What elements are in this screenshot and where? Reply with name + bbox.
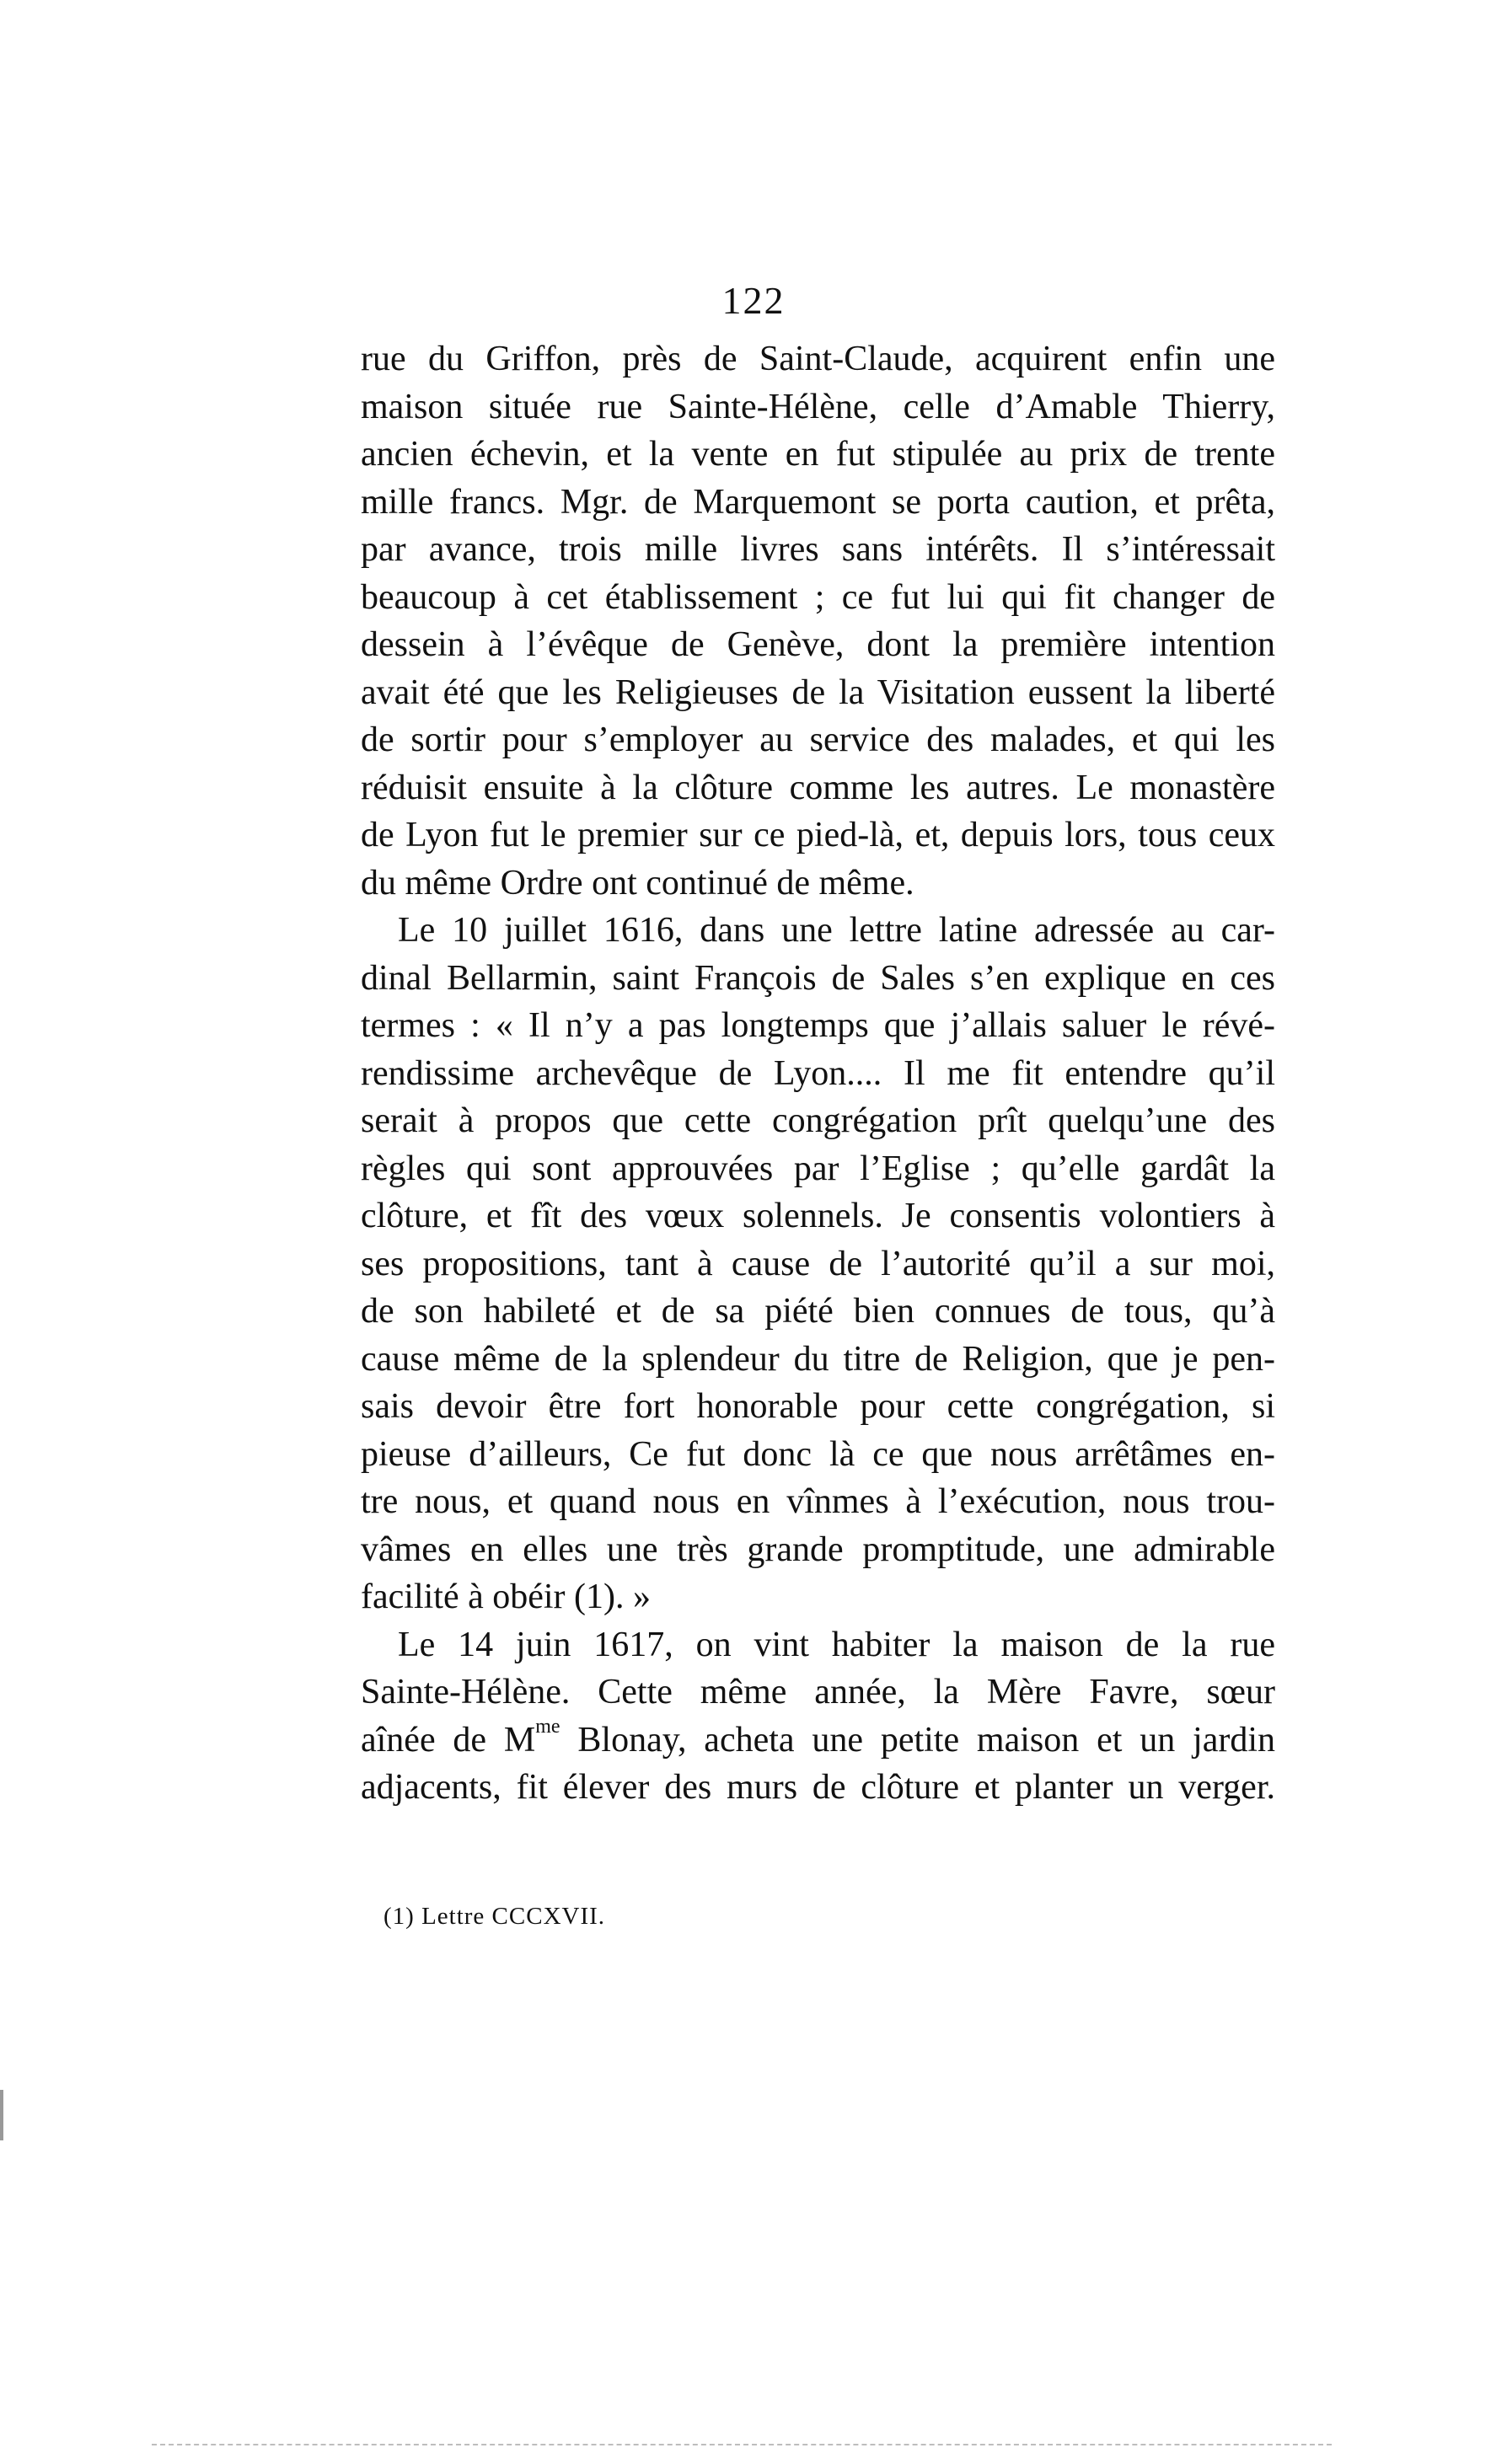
text-line: termes : « Il n’y a pas longtemps que j’allais saluer le révé- bbox=[361, 1006, 1275, 1045]
text-line: pieuse d’ailleurs, Ce fut donc là ce que nous arrêtâmes en- bbox=[361, 1434, 1275, 1474]
text-line: clôture, et fît des vœux solennels. Je consentis volontiers à bbox=[361, 1197, 1275, 1235]
text-line: dinal Bellarmin, saint François de Sales s’en explique en ces bbox=[361, 958, 1275, 998]
text-line: vâmes en elles une très grande promptitude, une admirable bbox=[361, 1529, 1275, 1569]
text-line: tre nous, et quand nous en vînmes à l’exécution, nous trou- bbox=[361, 1482, 1275, 1521]
text-line: du même Ordre ont continué de même. bbox=[361, 863, 914, 903]
text-line: facilité à obéir (1). » bbox=[361, 1577, 651, 1616]
text-line: adjacents, fit élever des murs de clôture et planter un verger. bbox=[361, 1768, 1275, 1807]
text-line-end: Blonay, acheta une petite maison et un jardin bbox=[560, 1720, 1275, 1760]
text-line: mille francs. Mgr. de Marquemont se porta caution, et prêta, bbox=[361, 482, 1275, 522]
footnote: (1) Lettre CCCXVII. bbox=[383, 1903, 606, 1930]
text-line: ses propositions, tant à cause de l’autorité qu’il a sur moi, bbox=[361, 1244, 1275, 1283]
text-line bbox=[361, 1717, 1275, 1765]
text-line: de Lyon fut le premier sur ce pied-là, et, depuis lors, tous ceux bbox=[361, 816, 1275, 854]
text-line: avait été que les Religieuses de la Visitation eussent la liberté bbox=[361, 672, 1275, 712]
superscript: me bbox=[535, 1715, 560, 1738]
text-line: par avance, trois mille livres sans intérêts. Il s’intéressait bbox=[361, 530, 1275, 569]
bottom-rule bbox=[152, 2444, 1332, 2445]
text-line: rue du Griffon, près de Saint-Claude, acquirent enfin une bbox=[361, 340, 1275, 378]
text-line: maison située rue Sainte-Hélène, celle d’Amable Thierry, bbox=[361, 387, 1275, 426]
text-line: Sainte-Hélène. Cette même année, la Mère Favre, sœur bbox=[361, 1673, 1275, 1711]
text-line: réduisit ensuite à la clôture comme les autres. Le monastère bbox=[361, 768, 1275, 807]
text-line: beaucoup à cet établissement ; ce fut lui qui fit changer de bbox=[361, 577, 1275, 617]
text-line: de son habileté et de sa piété bien connues de tous, qu’à bbox=[361, 1292, 1275, 1331]
text-line: cause même de la splendeur du titre de Religion, que je pen- bbox=[361, 1339, 1275, 1379]
text-line: de sortir pour s’employer au service des malades, et qui les bbox=[361, 720, 1275, 759]
text-line: Le 10 juillet 1616, dans une lettre latine adressée au car- bbox=[398, 911, 1275, 950]
margin-mark bbox=[0, 2090, 3, 2140]
text-line: sais devoir être fort honorable pour cette congrégation, si bbox=[361, 1387, 1275, 1426]
text-line: ancien échevin, et la vente en fut stipulée au prix de trente bbox=[361, 435, 1275, 474]
text-line: serait à propos que cette congrégation prît quelqu’une des bbox=[361, 1101, 1275, 1140]
text-line: rendissime archevêque de Lyon.... Il me fit entendre qu’il bbox=[361, 1053, 1275, 1093]
body-text bbox=[361, 335, 1275, 1812]
page-number: 122 bbox=[721, 279, 786, 322]
text-line: dessein à l’évêque de Genève, dont la première intention bbox=[361, 625, 1275, 664]
text-line-start: aînée de M bbox=[361, 1720, 536, 1760]
text-line: règles qui sont approuvées par l’Eglise ; qu’elle gardât la bbox=[361, 1149, 1275, 1188]
text-line: Le 14 juin 1617, on vint habiter la maison de la rue bbox=[398, 1625, 1275, 1664]
